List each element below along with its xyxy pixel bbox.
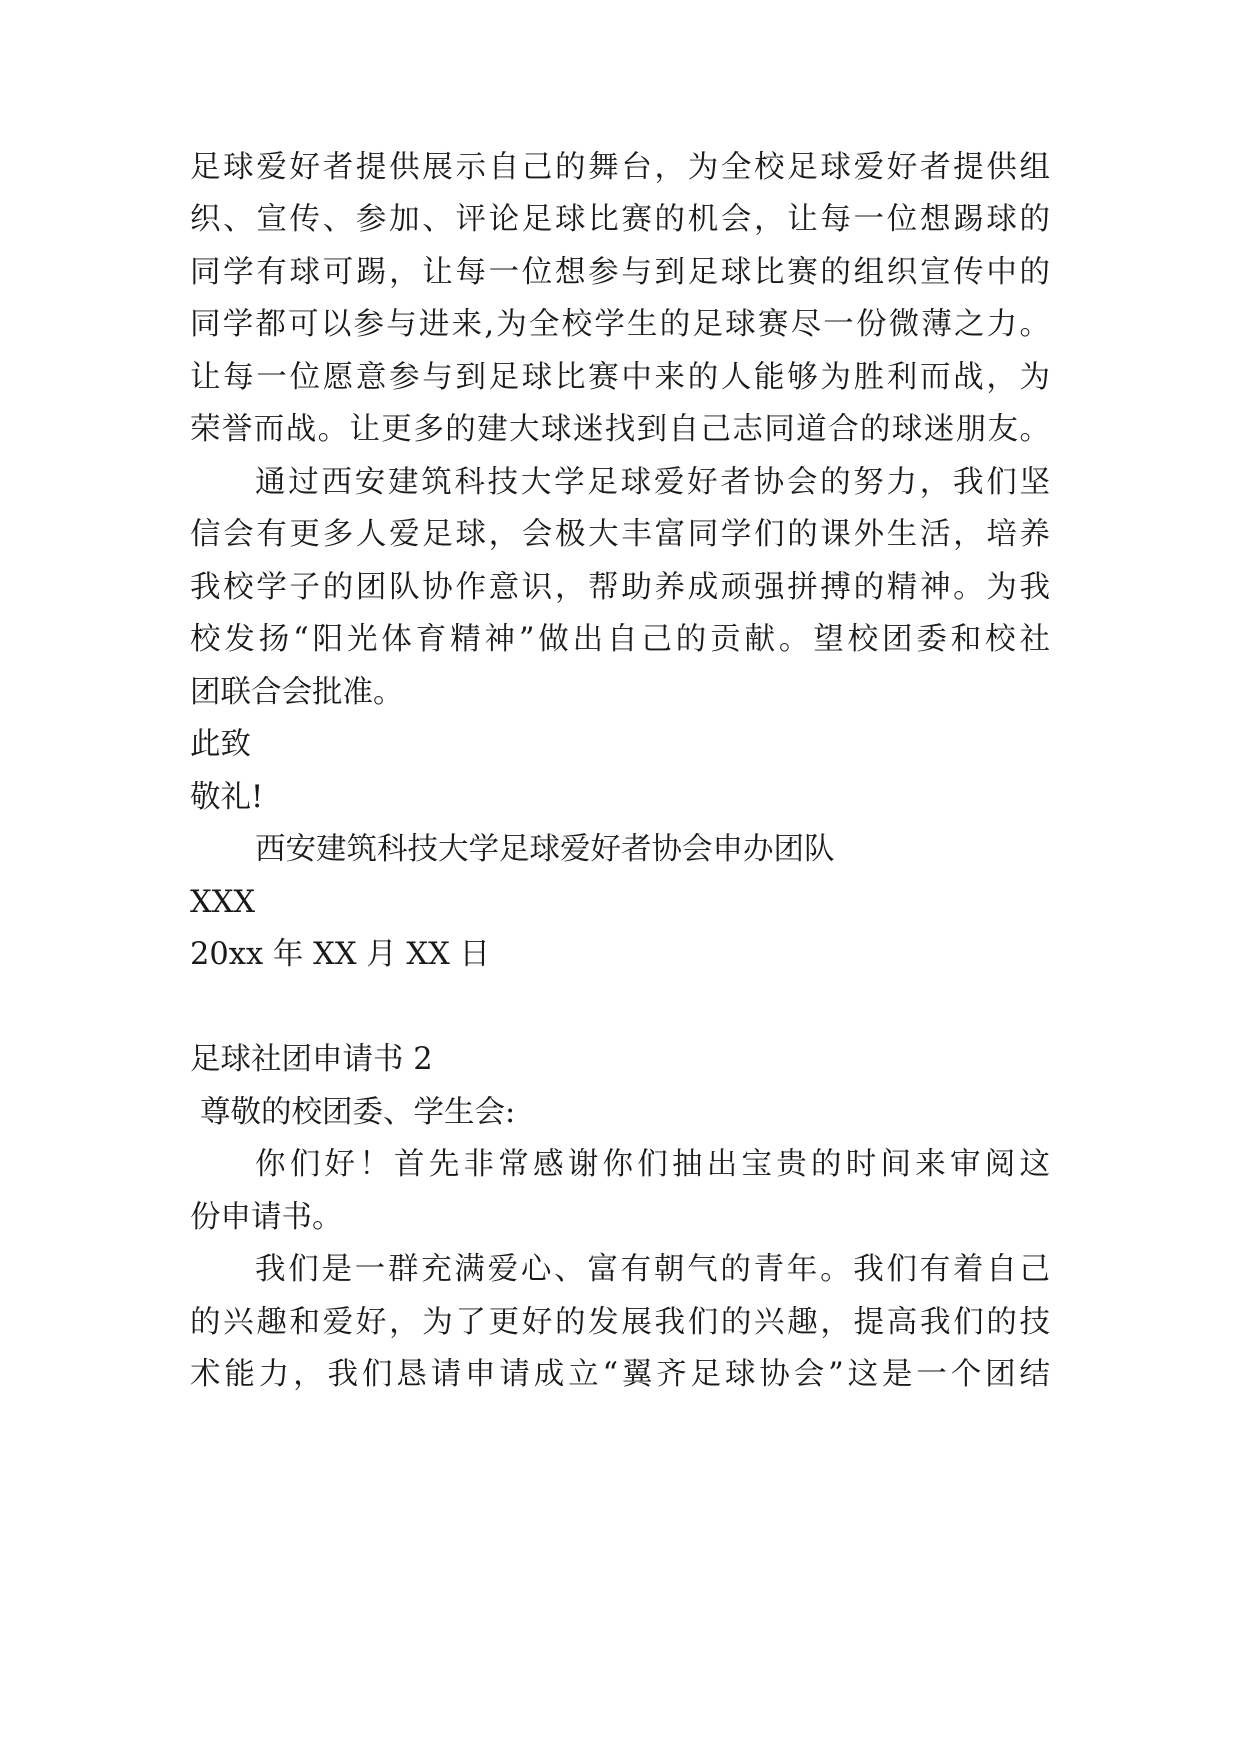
paragraph-1-line-4: 同学都可以参与进来,为全校学生的足球赛尽一份微薄之力。 bbox=[190, 307, 1050, 342]
paragraph-2-line-1: 通过西安建筑科技大学足球爱好者协会的努力，我们坚 bbox=[255, 465, 1050, 500]
paragraph-1-line-1: 足球爱好者提供展示自己的舞台，为全校足球爱好者提供组 bbox=[190, 150, 1050, 185]
section-2-salutation: 尊敬的校团委、学生会: bbox=[200, 1095, 516, 1130]
paragraph-2-line-4: 校发扬“阳光体育精神”做出自己的贡献。望校团委和校社 bbox=[190, 622, 1050, 657]
section-2-para-b-line-3: 术能力，我们恳请申请成立“翼齐足球协会”这是一个团结 bbox=[190, 1357, 1050, 1392]
paragraph-2-line-3: 我校学子的团队协作意识，帮助养成顽强拼搏的精神。为我 bbox=[190, 570, 1050, 605]
paragraph-2-line-5: 团联合会批准。 bbox=[190, 675, 404, 710]
paragraph-1-line-6: 荣誉而战。让更多的建大球迷找到自己志同道合的球迷朋友。 bbox=[190, 412, 1050, 447]
section-2-para-b-line-1: 我们是一群充满爱心、富有朝气的青年。我们有着自己 bbox=[255, 1252, 1050, 1287]
section-2-para-b-line-2: 的兴趣和爱好，为了更好的发展我们的兴趣，提高我们的技 bbox=[190, 1305, 1050, 1340]
document-date: 20xx 年 XX 月 XX 日 bbox=[190, 937, 491, 972]
paragraph-1-line-2: 织、宣传、参加、评论足球比赛的机会，让每一位想踢球的 bbox=[190, 202, 1050, 237]
signatory-name: XXX bbox=[190, 885, 256, 920]
closing-greeting-2: 敬礼! bbox=[190, 780, 264, 815]
signatory: 西安建筑科技大学足球爱好者协会申办团队 bbox=[255, 832, 835, 867]
paragraph-1-line-3: 同学有球可踢，让每一位想参与到足球比赛的组织宣传中的 bbox=[190, 255, 1050, 290]
closing-greeting-1: 此致 bbox=[190, 727, 251, 762]
section-2-title: 足球社团申请书 2 bbox=[190, 1042, 433, 1077]
paragraph-1-line-5: 让每一位愿意参与到足球比赛中来的人能够为胜利而战，为 bbox=[190, 360, 1050, 395]
section-2-para-a-line-1: 你们好！首先非常感谢你们抽出宝贵的时间来审阅这 bbox=[255, 1147, 1050, 1182]
section-2-para-a-line-2: 份申请书。 bbox=[190, 1200, 343, 1235]
paragraph-2-line-2: 信会有更多人爱足球，会极大丰富同学们的课外生活，培养 bbox=[190, 517, 1050, 552]
